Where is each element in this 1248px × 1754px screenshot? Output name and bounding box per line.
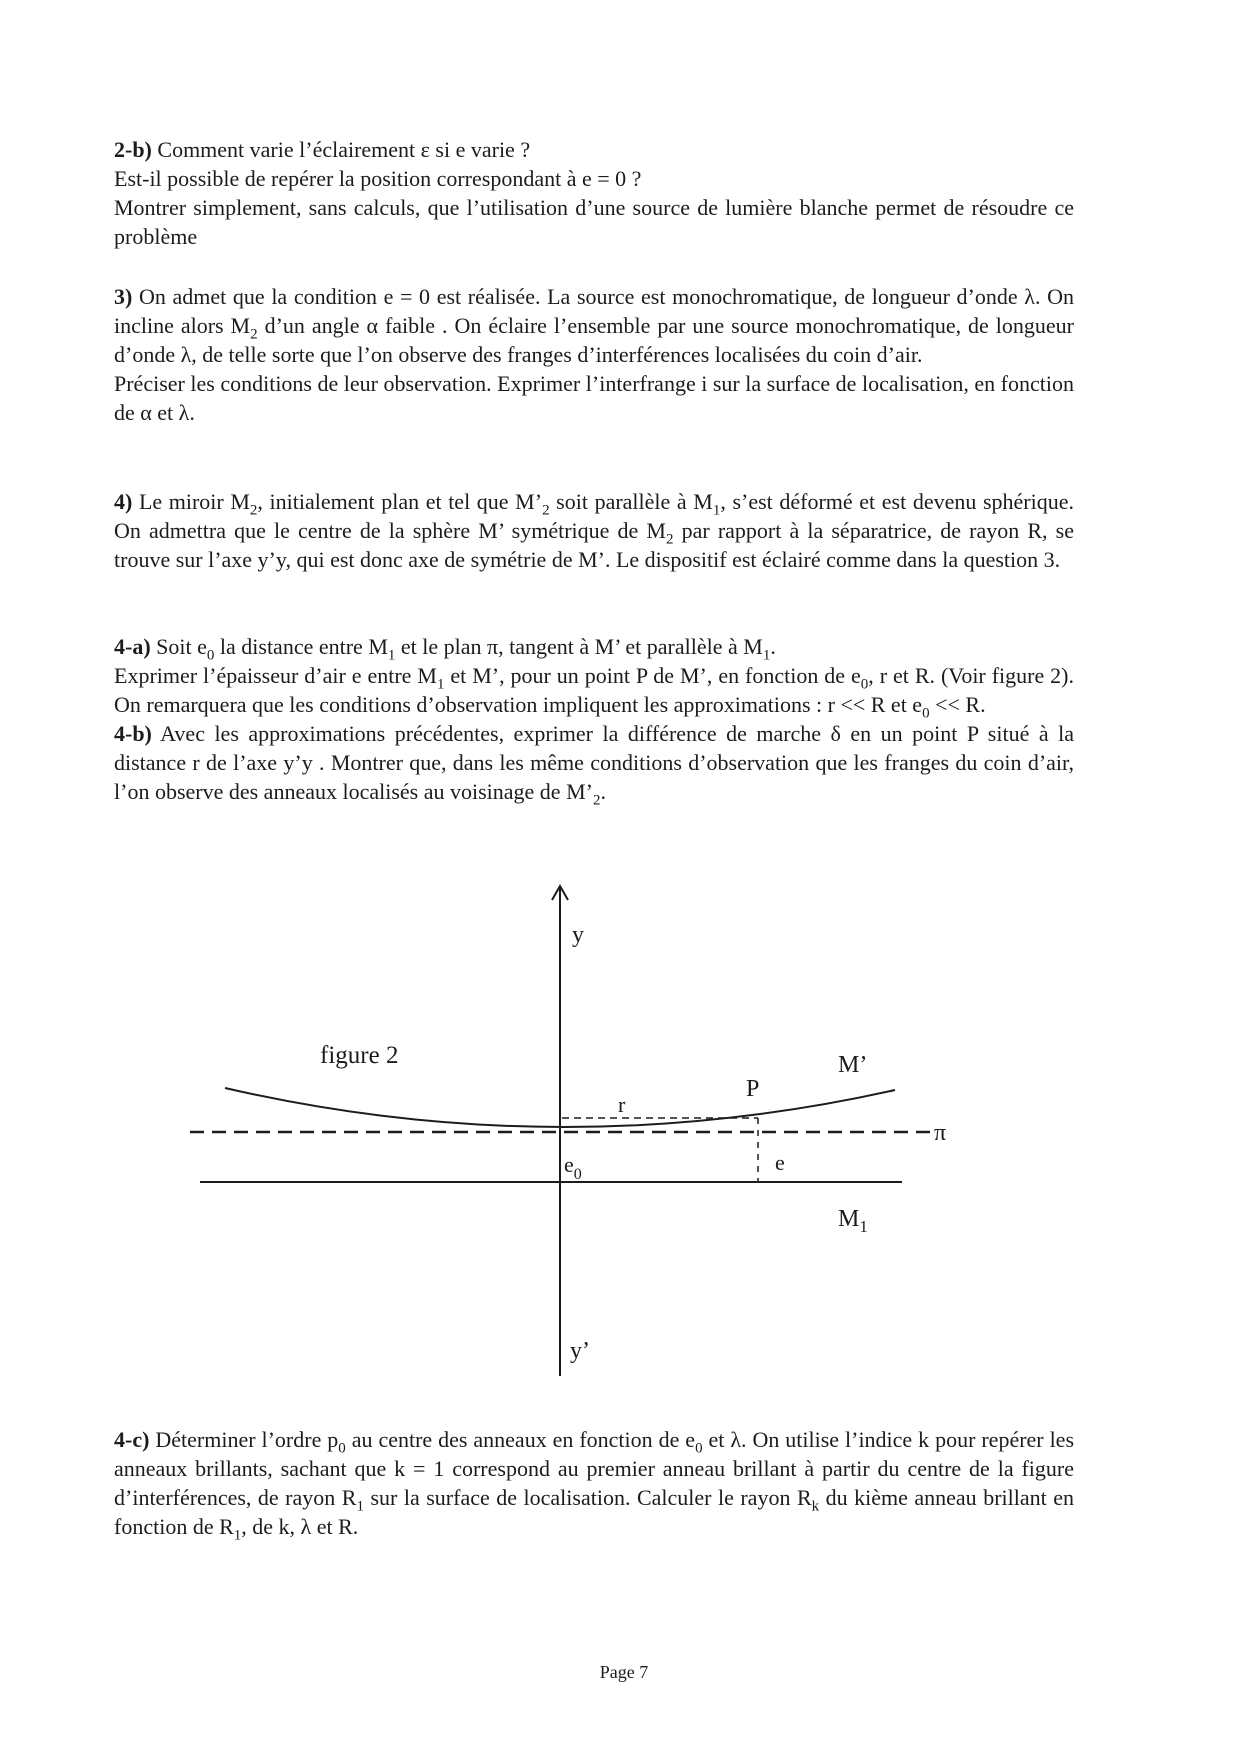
- question-4a-text-a: Soit e: [156, 634, 207, 659]
- question-4c-text-b: au centre des anneaux en fonction de e: [345, 1427, 696, 1452]
- question-4c-text-d: sur la surface de localisation. Calculer le rayon R: [363, 1485, 812, 1510]
- figure-caption: figure 2: [320, 1042, 399, 1069]
- question-4c-text-e: du kième anneau brillant en fonction de R: [114, 1485, 1074, 1539]
- subscript: 0: [860, 676, 869, 693]
- question-2b-line-3: Montrer simplement, sans calculs, que l’utilisation d’une source de lumière blanche permet de résoudre ce problème: [114, 195, 1074, 249]
- question-4: [114, 487, 1074, 574]
- y-axis-top-label: y: [572, 922, 584, 948]
- m1-main: M: [838, 1206, 860, 1232]
- question-4a-text-f: et M’, pour un point P de M’, en fonction de e: [444, 663, 861, 688]
- question-4-label: 4): [114, 489, 133, 514]
- subscript: 1: [436, 676, 445, 693]
- point-p-label: P: [746, 1076, 760, 1102]
- page-number: Page 7: [599, 1662, 649, 1682]
- subscript: 1: [712, 502, 721, 519]
- subscript: 2: [592, 792, 601, 809]
- e0-sub: 0: [573, 1166, 582, 1183]
- question-4a-4b: [114, 632, 1075, 809]
- question-2b: [114, 135, 1074, 251]
- question-4a-text-b: la distance entre M: [214, 634, 388, 659]
- question-2b-line-1: [114, 135, 1074, 164]
- question-4a-text-d: .: [770, 634, 776, 659]
- question-4a-text-c: et le plan π, tangent à M’ et parallèle à M: [395, 634, 763, 659]
- question-4c-paragraph: [114, 1425, 1075, 1544]
- question-3: [114, 282, 1074, 427]
- question-4c-text-f: , de k, λ et R.: [241, 1514, 359, 1539]
- thickness-e-label: e: [775, 1150, 785, 1175]
- plane-mirror-label: [838, 1206, 868, 1236]
- subscript: 1: [387, 647, 396, 664]
- e0-label: [564, 1152, 582, 1183]
- radius-r-label: r: [618, 1092, 626, 1117]
- figure-2-diagram: [170, 880, 970, 1390]
- subscript: 2: [665, 531, 674, 548]
- y-axis-bottom-label: y’: [570, 1338, 590, 1364]
- subscript: 0: [695, 1440, 703, 1457]
- subscript: 1: [762, 647, 771, 664]
- question-4-text-b: , initialement plan et tel que M’: [257, 489, 543, 514]
- question-4b-label: 4-b): [114, 721, 152, 746]
- curved-mirror-label: M’: [838, 1052, 868, 1078]
- question-3-text-a: On admet que la condition e = 0 est réalisée. La source est monochromatique, de longueur d’onde λ. On incline alors M: [114, 284, 1074, 338]
- question-4a-text-e: Exprimer l’épaisseur d’air e entre M: [114, 663, 437, 688]
- question-4c-text-c: et λ. On utilise l’indice k pour repérer les anneaux brillants, sachant que k = 1 correspond au premier anneau brillant à partir du centre de la figure d’interférences, de rayon R: [114, 1427, 1075, 1510]
- subscript: 0: [206, 647, 215, 664]
- question-3-label: 3): [114, 284, 133, 309]
- e0-main: e: [564, 1152, 574, 1177]
- question-2b-line-2: Est-il possible de repérer la position correspondant à e = 0 ?: [114, 166, 642, 191]
- subscript: 2: [250, 326, 258, 343]
- subscript: 0: [338, 1440, 346, 1457]
- question-3-paragraph-2: Préciser les conditions de leur observation. Exprimer l’interfrange i sur la surface de localisation, en fonction de α et λ.: [114, 371, 1074, 425]
- subscript: 0: [922, 705, 930, 722]
- question-4-text-d: , s’est déformé et est devenu sphérique. On admettra que le centre de la sphère M’ symétrique de M: [114, 489, 1074, 543]
- question-4c-text-a: Déterminer l’ordre p: [155, 1427, 339, 1452]
- question-4-text-e: par rapport à la séparatrice, de rayon R, se trouve sur l’axe y’y, qui est donc axe de symétrie de M’. Le dispositif est éclairé comme dans la question 3.: [114, 518, 1074, 572]
- question-4b-text-b: .: [600, 779, 606, 804]
- m1-sub: 1: [859, 1217, 868, 1236]
- question-2b-text-1: Comment varie l’éclairement ε si e varie ?: [157, 137, 531, 162]
- question-4-text-c: soit parallèle à M: [549, 489, 713, 514]
- tangent-plane-label: π: [934, 1120, 947, 1146]
- question-4a-text-g: , r et R. (Voir figure 2). On remarquera que les conditions d’observation impliquent les approximations : r << R et e: [114, 663, 1075, 717]
- subscript: 1: [356, 1498, 364, 1515]
- question-4a-line-2: [114, 661, 1075, 722]
- question-3-paragraph-1: [114, 282, 1074, 369]
- subscript: k: [811, 1498, 820, 1515]
- question-4-text-a: Le miroir M: [138, 489, 250, 514]
- question-4a-line-1: [114, 632, 1074, 664]
- question-4b-paragraph: [114, 719, 1074, 809]
- question-4c-label: 4-c): [114, 1427, 150, 1452]
- question-4a-label: 4-a): [114, 634, 151, 659]
- subscript: 2: [249, 502, 258, 519]
- subscript: 2: [542, 502, 550, 519]
- question-2b-label: 2-b): [114, 137, 152, 162]
- question-4c: [114, 1425, 1075, 1544]
- subscript: 1: [233, 1527, 242, 1544]
- question-4a-text-h: << R.: [929, 692, 986, 717]
- question-4b-text-a: Avec les approximations précédentes, exprimer la différence de marche δ en un point P situé à la distance r de l’axe y’y . Montrer que, dans les même conditions d’observation que les franges du coin d’air, l’on observe des anneaux localisés au voisinage de M’: [114, 721, 1074, 804]
- question-4-paragraph: [114, 487, 1074, 574]
- question-3-text-b: d’un angle α faible . On éclaire l’ensemble par une source monochromatique, de longueur d’onde λ, de telle sorte que l’on observe des franges d’interférences localisées du coin d’air.: [114, 313, 1074, 367]
